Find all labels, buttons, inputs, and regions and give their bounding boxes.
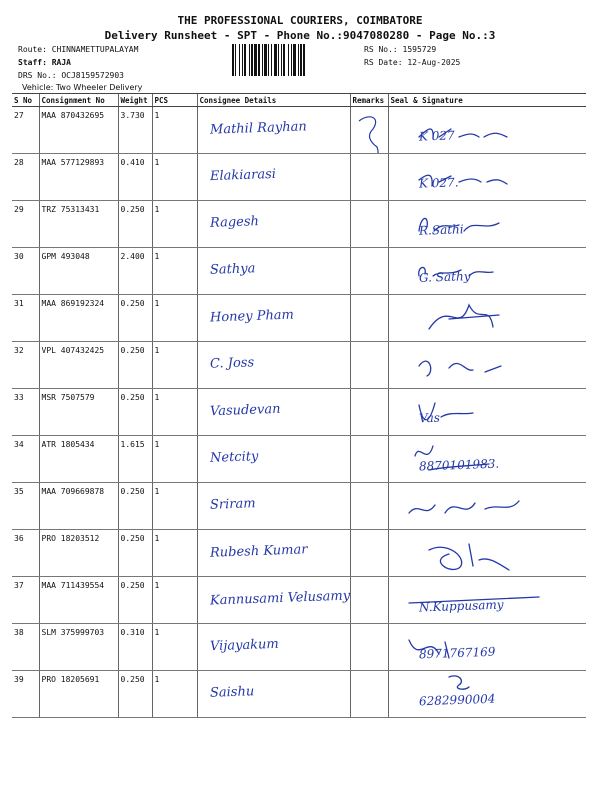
consignment-cell: TRZ 75313431 (39, 201, 118, 248)
sno-cell: 32 (12, 342, 39, 389)
drs-number: DRS No.: OCJ8159572903 (18, 71, 124, 80)
table-row (12, 436, 586, 483)
signature-cell (388, 342, 586, 389)
consignee-cell (197, 107, 350, 154)
sno-cell: 36 (12, 530, 39, 577)
signature-cell (388, 436, 586, 483)
remarks-cell (350, 201, 388, 248)
pcs-cell: 1 (152, 530, 197, 577)
staff-label: Staff: RAJA (18, 58, 71, 67)
consignee-cell (197, 624, 350, 671)
consignee-cell (197, 154, 350, 201)
pcs-cell: 1 (152, 248, 197, 295)
consignee-cell (197, 342, 350, 389)
weight-cell: 0.310 (118, 624, 152, 671)
consignment-cell: MAA 709669878 (39, 483, 118, 530)
sno-cell: 35 (12, 483, 39, 530)
pcs-cell: 1 (152, 671, 197, 718)
pcs-cell: 1 (152, 436, 197, 483)
weight-cell: 2.400 (118, 248, 152, 295)
weight-cell: 0.410 (118, 154, 152, 201)
table-row (12, 295, 586, 342)
remarks-cell (350, 624, 388, 671)
remarks-cell (350, 577, 388, 624)
consignment-cell: MAA 870432695 (39, 107, 118, 154)
consignment-cell: MSR 7507579 (39, 389, 118, 436)
consignment-cell: ATR 1805434 (39, 436, 118, 483)
consignee-handwriting: Ragesh (209, 214, 259, 231)
consignment-cell: GPM 493048 (39, 248, 118, 295)
signature-cell (388, 671, 586, 718)
remarks-cell (350, 342, 388, 389)
consignee-cell (197, 295, 350, 342)
rs-number: RS No.: 1595729 (364, 45, 437, 54)
signature-text: 8870101983. (418, 456, 499, 474)
table-header-row (12, 94, 586, 107)
remarks-cell (350, 154, 388, 201)
consignee-cell (197, 671, 350, 718)
consignee-cell (197, 577, 350, 624)
table-row (12, 530, 586, 577)
weight-cell: 0.250 (118, 342, 152, 389)
pcs-cell: 1 (152, 342, 197, 389)
rs-date: RS Date: 12-Aug-2025 (364, 58, 461, 67)
consignee-handwriting: Rubesh Kumar (209, 542, 308, 561)
consignee-cell (197, 248, 350, 295)
weight-cell: 0.250 (118, 577, 152, 624)
consignment-cell: VPL 407432425 (39, 342, 118, 389)
barcode-image (232, 44, 358, 76)
consignee-handwriting: Netcity (209, 449, 259, 466)
pcs-cell: 1 (152, 577, 197, 624)
signature-text: K 027 (418, 128, 455, 144)
weight-cell: 0.250 (118, 483, 152, 530)
col-pcs-header: PCS (152, 94, 197, 107)
sno-cell: 37 (12, 577, 39, 624)
signature-text: 8971767169 (418, 644, 496, 662)
weight-cell: 0.250 (118, 389, 152, 436)
sno-cell: 29 (12, 201, 39, 248)
weight-cell: 0.250 (118, 295, 152, 342)
weight-cell: 3.730 (118, 107, 152, 154)
signature-cell (388, 248, 586, 295)
consignee-cell (197, 201, 350, 248)
sno-cell: 31 (12, 295, 39, 342)
remarks-cell (350, 530, 388, 577)
signature-cell (388, 483, 586, 530)
pcs-cell: 1 (152, 154, 197, 201)
sno-cell: 34 (12, 436, 39, 483)
pcs-cell: 1 (152, 295, 197, 342)
sno-cell: 39 (12, 671, 39, 718)
signature-cell (388, 295, 586, 342)
signature-cell (388, 107, 586, 154)
vehicle-label: Vehicle: Two Wheeler Delivery (22, 83, 143, 92)
signature-cell (388, 201, 586, 248)
consignee-handwriting: Saishu (209, 684, 254, 701)
table-row (12, 154, 586, 201)
signature-cell (388, 389, 586, 436)
sno-cell: 28 (12, 154, 39, 201)
consignee-handwriting: Mathil Rayhan (209, 119, 307, 138)
sno-cell: 27 (12, 107, 39, 154)
signature-text: Vas (418, 410, 440, 426)
runsheet-title: Delivery Runsheet - SPT - Phone No.:9047080280 - Page No.:3 (104, 29, 496, 42)
consignee-cell (197, 483, 350, 530)
pcs-cell: 1 (152, 483, 197, 530)
signature-mark (389, 342, 587, 388)
consignee-handwriting: Honey Pham (209, 307, 294, 326)
consignee-handwriting: Sriram (209, 496, 256, 513)
remarks-cell (350, 483, 388, 530)
table-row (12, 577, 586, 624)
col-consignment-header: Consignment No (39, 94, 118, 107)
sno-cell: 30 (12, 248, 39, 295)
remarks-cell (350, 248, 388, 295)
signature-cell (388, 624, 586, 671)
pcs-cell: 1 (152, 389, 197, 436)
signature-mark (389, 530, 587, 576)
table-row (12, 624, 586, 671)
signature-mark (389, 483, 587, 529)
weight-cell: 1.615 (118, 436, 152, 483)
consignment-cell: PRO 18205691 (39, 671, 118, 718)
remarks-cell (350, 389, 388, 436)
delivery-table (12, 93, 586, 718)
table-row (12, 248, 586, 295)
signature-text: 6282990004 (418, 691, 496, 709)
signature-cell (388, 154, 586, 201)
consignment-cell: PRO 18203512 (39, 530, 118, 577)
table-row (12, 389, 586, 436)
signature-text: G. Sathy (418, 269, 471, 285)
table-row (12, 201, 586, 248)
sno-cell: 38 (12, 624, 39, 671)
sno-cell: 33 (12, 389, 39, 436)
signature-text: K 027. (418, 175, 459, 191)
pcs-cell: 1 (152, 624, 197, 671)
consignment-cell: MAA 577129893 (39, 154, 118, 201)
col-consignee-header: Consignee Details (197, 94, 350, 107)
consignee-cell (197, 436, 350, 483)
consignment-cell: SLM 375999703 (39, 624, 118, 671)
remarks-cell (350, 671, 388, 718)
weight-cell: 0.250 (118, 671, 152, 718)
remarks-cell (350, 295, 388, 342)
table-row (12, 107, 586, 154)
remarks-cell (350, 107, 388, 154)
signature-mark (389, 295, 587, 341)
weight-cell: 0.250 (118, 530, 152, 577)
consignee-handwriting: Vasudevan (209, 401, 281, 420)
consignee-cell (197, 530, 350, 577)
col-signature-header: Seal & Signature (388, 94, 586, 107)
consignee-handwriting: Vijayakum (209, 636, 279, 655)
signature-text: R.Sathi (418, 222, 464, 238)
weight-cell: 0.250 (118, 201, 152, 248)
table-row (12, 671, 586, 718)
table-row (12, 342, 586, 389)
pcs-cell: 1 (152, 201, 197, 248)
remarks-bracket-mark (351, 107, 389, 154)
table-row (12, 483, 586, 530)
consignment-cell: MAA 869192324 (39, 295, 118, 342)
signature-cell (388, 577, 586, 624)
company-title: THE PROFESSIONAL COURIERS, COIMBATORE (177, 14, 423, 27)
consignee-handwriting: Elakiarasi (209, 166, 276, 185)
signature-text: N.Kuppusamy (418, 597, 504, 615)
consignee-handwriting: C. Joss (209, 355, 254, 372)
col-weight-header: Weight (118, 94, 152, 107)
remarks-cell (350, 436, 388, 483)
consignee-handwriting: Kannusami Velusamy (209, 588, 350, 609)
signature-cell (388, 530, 586, 577)
route-label: Route: CHINNAMETTUPALAYAM (18, 45, 139, 54)
pcs-cell: 1 (152, 107, 197, 154)
consignee-cell (197, 389, 350, 436)
col-remarks-header: Remarks (350, 94, 388, 107)
consignee-handwriting: Sathya (209, 261, 256, 278)
col-sno-header: S No (12, 94, 39, 107)
consignment-cell: MAA 711439554 (39, 577, 118, 624)
